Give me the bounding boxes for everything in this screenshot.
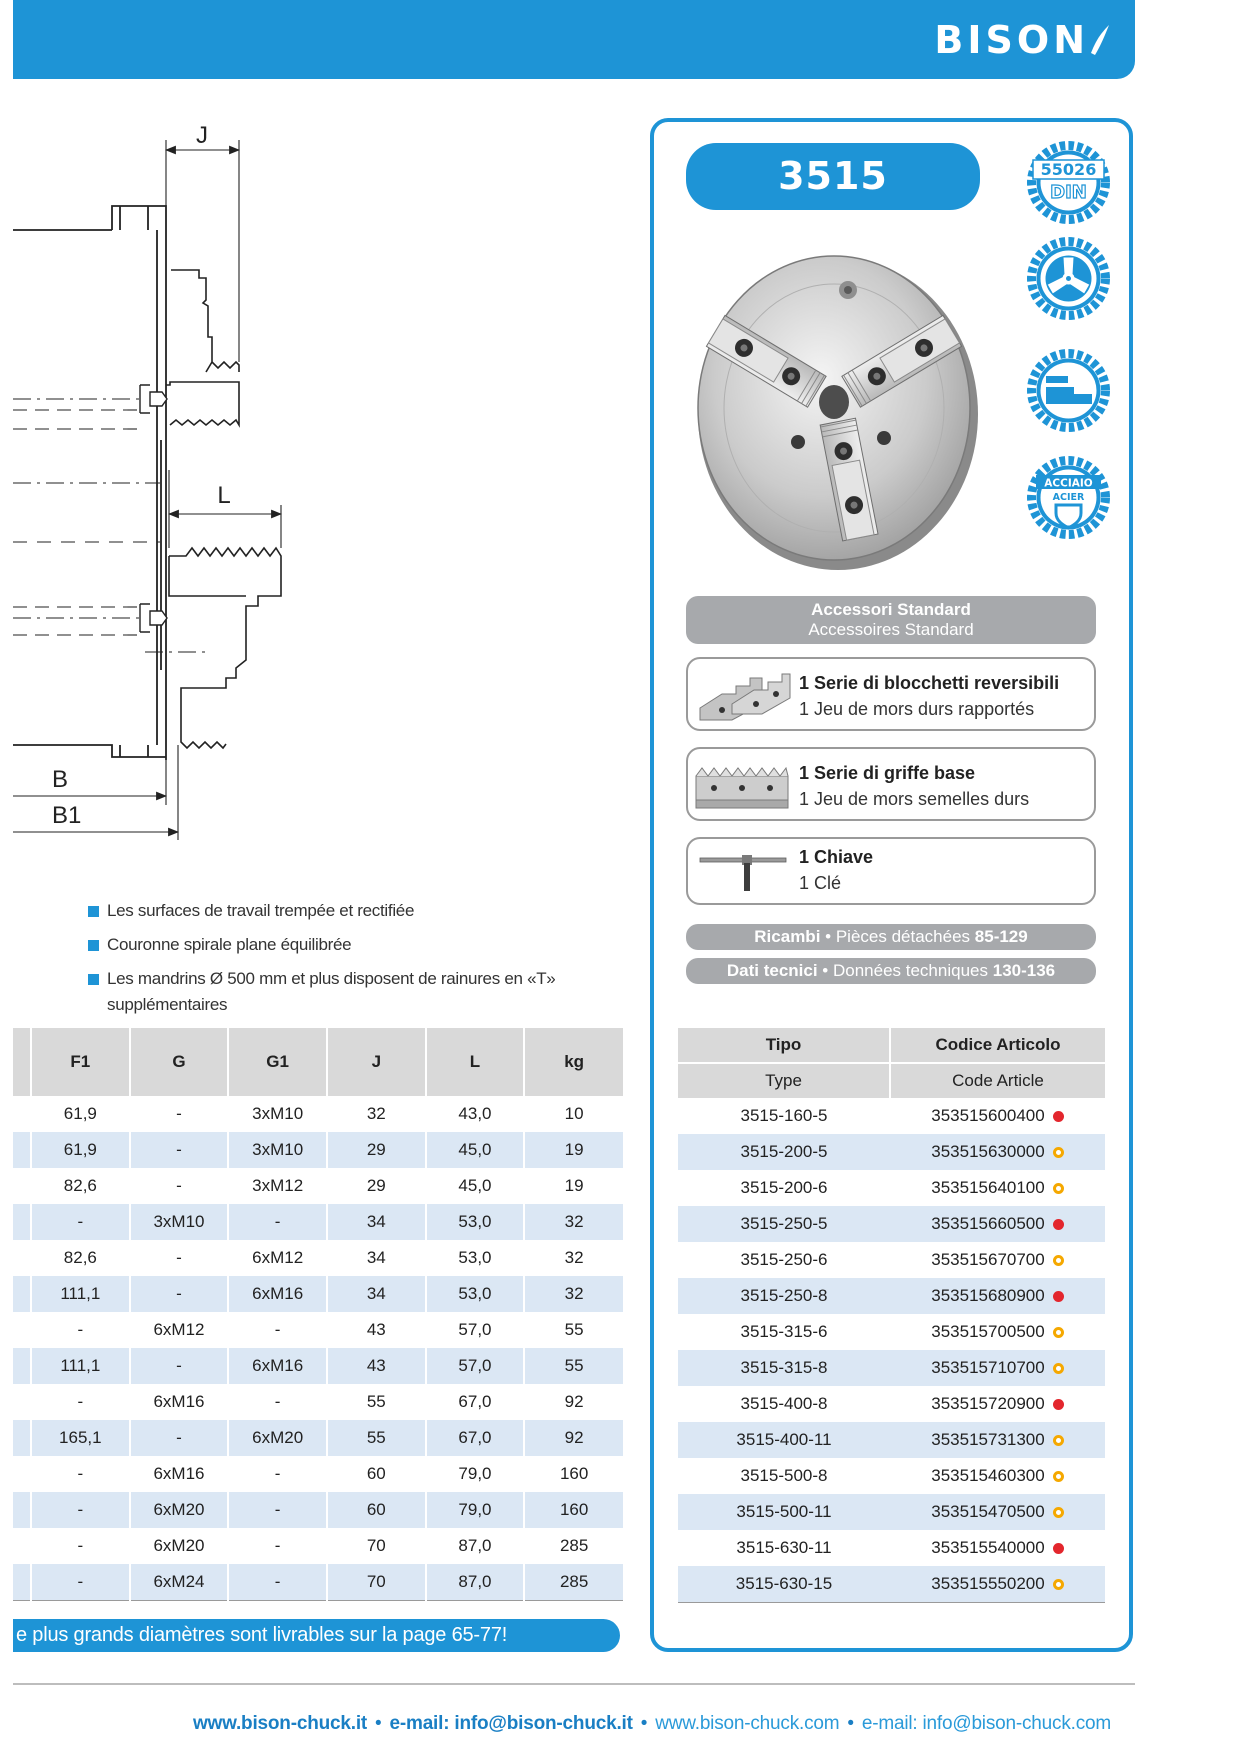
email-link-com[interactable]: e-mail: info@bison-chuck.com [861, 1713, 1111, 1734]
accessory-text [799, 760, 1029, 812]
dimension-b [13, 760, 166, 805]
truncated-column-cell [13, 1096, 31, 1132]
cell-kg: 285 [524, 1528, 623, 1564]
code-with-marker [931, 1574, 1063, 1594]
article-code: 353515640100 [931, 1178, 1045, 1197]
steel-material-badge-icon [1026, 455, 1111, 540]
cell-j: 29 [327, 1132, 426, 1168]
cell-g: 6xM24 [130, 1564, 229, 1601]
larger-diameters-banner: e plus grands diamètres sont livrables sur la page 65-77! [13, 1619, 620, 1652]
column-header-l: L [426, 1028, 525, 1096]
feature-text: Les mandrins Ø 500 mm et plus disposent de rainures en «T» supplémentaires [107, 969, 556, 1014]
order-row [678, 1458, 1105, 1494]
email-link-it[interactable]: e-mail: info@bison-chuck.it [389, 1713, 633, 1734]
code-with-marker [931, 1394, 1063, 1414]
code-with-marker [931, 1502, 1063, 1522]
cell-kg: 92 [524, 1384, 623, 1420]
cell-g1: - [228, 1492, 327, 1528]
accessories-title-it: Accessori Standard [811, 600, 971, 619]
availability-orange-ring-icon [1053, 1507, 1064, 1518]
cell-g: - [130, 1096, 229, 1132]
cell-kg: 32 [524, 1276, 623, 1312]
cell-g: 6xM20 [130, 1528, 229, 1564]
cell-code [890, 1242, 1105, 1278]
dimension-row [13, 1564, 623, 1601]
cell-l: 57,0 [426, 1312, 525, 1348]
cell-l: 43,0 [426, 1096, 525, 1132]
reference-pages: 85-129 [974, 927, 1028, 946]
article-code: 353515720900 [931, 1394, 1045, 1413]
code-with-marker [931, 1430, 1063, 1450]
bullet-square-icon [88, 974, 99, 985]
order-row [678, 1206, 1105, 1242]
availability-orange-ring-icon [1053, 1183, 1064, 1194]
cell-code [890, 1278, 1105, 1314]
cell-l: 53,0 [426, 1204, 525, 1240]
availability-red-dot-icon [1053, 1399, 1064, 1410]
base-jaws-image [692, 754, 792, 814]
availability-orange-ring-icon [1053, 1327, 1064, 1338]
dimension-b1 [13, 745, 178, 840]
order-row [678, 1242, 1105, 1278]
cell-g1: - [228, 1384, 327, 1420]
article-code: 353515460300 [931, 1466, 1045, 1485]
cell-code [890, 1170, 1105, 1206]
truncated-column-cell [13, 1528, 31, 1564]
spare-parts-reference[interactable] [686, 924, 1096, 950]
truncated-column-cell [13, 1240, 31, 1276]
model-number: 3515 [686, 143, 980, 210]
cell-l: 53,0 [426, 1276, 525, 1312]
cell-j: 34 [327, 1204, 426, 1240]
article-code: 353515550200 [931, 1574, 1045, 1593]
website-link-it[interactable]: www.bison-chuck.it [192, 1713, 368, 1734]
order-row [678, 1530, 1105, 1566]
cell-l: 67,0 [426, 1384, 525, 1420]
dimension-j-label: J [196, 122, 208, 149]
din-number: 55026 [1040, 160, 1097, 179]
article-code: 353515540000 [931, 1538, 1045, 1557]
cell-kg: 32 [524, 1240, 623, 1276]
cell-g1: 6xM16 [228, 1348, 327, 1384]
cell-l: 87,0 [426, 1564, 525, 1601]
cell-f1: 82,6 [31, 1168, 130, 1204]
standard-accessories-header [686, 596, 1096, 644]
order-row [678, 1494, 1105, 1530]
cell-g1: 6xM12 [228, 1240, 327, 1276]
cell-g: - [130, 1276, 229, 1312]
cell-kg: 160 [524, 1492, 623, 1528]
jaw-profile-badge-icon [1026, 348, 1111, 433]
cell-f1: 82,6 [31, 1240, 130, 1276]
cell-l: 45,0 [426, 1168, 525, 1204]
cell-l: 87,0 [426, 1528, 525, 1564]
cell-code [890, 1098, 1105, 1134]
cell-g1: 3xM12 [228, 1168, 327, 1204]
cell-f1: 111,1 [31, 1348, 130, 1384]
cell-code [890, 1458, 1105, 1494]
bison-logo [934, 18, 1111, 62]
truncated-column-cell [13, 1276, 31, 1312]
cell-j: 29 [327, 1168, 426, 1204]
cell-l: 45,0 [426, 1132, 525, 1168]
dimension-row [13, 1456, 623, 1492]
column-header-code-it: Codice Articolo [890, 1028, 1105, 1063]
cell-l: 57,0 [426, 1348, 525, 1384]
reference-label-fr: Données techniques [832, 961, 988, 980]
order-row [678, 1098, 1105, 1134]
truncated-column-cell [13, 1492, 31, 1528]
cell-l: 53,0 [426, 1240, 525, 1276]
accessory-item [686, 837, 1096, 905]
accessory-item [686, 657, 1096, 731]
availability-red-dot-icon [1053, 1219, 1064, 1230]
order-row [678, 1422, 1105, 1458]
chuck-face-badge-icon [1026, 236, 1111, 321]
column-header-g1: G1 [228, 1028, 327, 1096]
accessory-label-fr: 1 Jeu de mors durs rapportés [799, 699, 1035, 719]
website-link-com[interactable]: www.bison-chuck.com [655, 1713, 840, 1734]
cell-code [890, 1530, 1105, 1566]
cell-g: 6xM16 [130, 1456, 229, 1492]
order-row [678, 1314, 1105, 1350]
code-with-marker [931, 1106, 1063, 1126]
code-with-marker [931, 1250, 1063, 1270]
cell-j: 70 [327, 1528, 426, 1564]
steel-label-fr: ACIER [1052, 492, 1085, 503]
availability-orange-ring-icon [1053, 1363, 1064, 1374]
dimension-row [13, 1276, 623, 1312]
accessories-title-fr: Accessoires Standard [808, 620, 974, 639]
truncated-column-cell [13, 1564, 31, 1601]
dimension-row [13, 1492, 623, 1528]
dimension-row [13, 1384, 623, 1420]
accessory-label-it: 1 Serie di blocchetti reversibili [799, 673, 1060, 693]
cell-kg: 285 [524, 1564, 623, 1601]
column-header-type-fr: Type [678, 1063, 890, 1098]
dimension-row [13, 1096, 623, 1132]
article-code: 353515470500 [931, 1502, 1045, 1521]
order-codes-table [678, 1028, 1105, 1603]
cell-j: 34 [327, 1276, 426, 1312]
dimension-row [13, 1168, 623, 1204]
cell-l: 67,0 [426, 1420, 525, 1456]
availability-orange-ring-icon [1053, 1147, 1064, 1158]
cell-g: 6xM20 [130, 1492, 229, 1528]
cell-g: 3xM10 [130, 1204, 229, 1240]
cell-code [890, 1386, 1105, 1422]
cell-j: 70 [327, 1564, 426, 1601]
article-code: 353515700500 [931, 1322, 1045, 1341]
upper-jaw-outline [166, 270, 239, 425]
accessory-item [686, 747, 1096, 821]
column-header-g: G [130, 1028, 229, 1096]
cell-j: 60 [327, 1492, 426, 1528]
availability-orange-ring-icon [1053, 1255, 1064, 1266]
cell-l: 79,0 [426, 1492, 525, 1528]
din-standard: DIN [1050, 182, 1087, 203]
dimension-row [13, 1528, 623, 1564]
bullet-square-icon [88, 906, 99, 917]
cell-g1: 6xM20 [228, 1420, 327, 1456]
feature-item [88, 932, 608, 958]
truncated-column-cell [13, 1456, 31, 1492]
cell-g1: - [228, 1528, 327, 1564]
cell-f1: - [31, 1456, 130, 1492]
cell-j: 32 [327, 1096, 426, 1132]
cell-l: 79,0 [426, 1456, 525, 1492]
article-code: 353515731300 [931, 1430, 1045, 1449]
feature-text: Couronne spirale plane équilibrée [107, 935, 352, 954]
cell-type: 3515-400-11 [678, 1422, 890, 1458]
feature-item [88, 898, 608, 924]
cell-g: - [130, 1240, 229, 1276]
article-code: 353515680900 [931, 1286, 1045, 1305]
cell-g1: - [228, 1564, 327, 1601]
cell-type: 3515-630-15 [678, 1566, 890, 1603]
cell-type: 3515-500-8 [740, 1466, 828, 1485]
reversible-jaws-image [692, 664, 792, 724]
cell-f1: 111,1 [31, 1276, 130, 1312]
dimension-b-label: B [52, 766, 69, 793]
cell-kg: 10 [524, 1096, 623, 1132]
truncated-column-cell [13, 1132, 31, 1168]
lower-screw [140, 604, 167, 632]
cell-g1: - [228, 1456, 327, 1492]
availability-red-dot-icon [1053, 1111, 1064, 1122]
availability-orange-ring-icon [1053, 1435, 1064, 1446]
dimensions-header-row [13, 1028, 623, 1096]
article-code: 353515670700 [931, 1250, 1045, 1269]
code-with-marker [931, 1358, 1063, 1378]
steel-label-it: ACCIAIO [1044, 477, 1093, 490]
cell-type: 3515-500-11 [678, 1494, 890, 1530]
dimension-row [13, 1132, 623, 1168]
product-panel [650, 118, 1133, 1652]
accessory-text [799, 844, 873, 896]
order-row [678, 1170, 1105, 1206]
reference-label-fr: Pièces détachées [835, 927, 971, 946]
cell-type: 3515-250-5 [678, 1206, 890, 1242]
reference-label-it: Dati tecnici [726, 961, 818, 980]
dimension-row [13, 1348, 623, 1384]
chuck-key-image [692, 841, 792, 901]
footer-divider [13, 1683, 1135, 1685]
accessory-label-it: 1 Chiave [799, 847, 874, 867]
cell-type: 3515-315-8 [678, 1350, 890, 1386]
reference-separator: • [822, 961, 829, 980]
cell-type: 3515-630-11 [736, 1538, 832, 1557]
cell-type: 3515-200-6 [740, 1178, 828, 1197]
cell-f1: - [31, 1528, 130, 1564]
logo-text: BISON [934, 18, 1089, 62]
cell-g: 6xM16 [130, 1384, 229, 1420]
dimension-row [13, 1240, 623, 1276]
technical-data-reference[interactable] [686, 958, 1096, 984]
cell-g: 6xM12 [130, 1312, 229, 1348]
cell-type: 3515-250-8 [678, 1278, 890, 1314]
cell-g: - [130, 1420, 229, 1456]
truncated-column-cell [13, 1384, 31, 1420]
cell-code [890, 1566, 1105, 1603]
cell-j: 43 [327, 1348, 426, 1384]
cell-kg: 19 [524, 1168, 623, 1204]
cell-kg: 55 [524, 1312, 623, 1348]
cell-g1: 6xM16 [228, 1276, 327, 1312]
footer-separator: • [640, 1713, 648, 1734]
cell-g1: - [228, 1204, 327, 1240]
feature-item [88, 966, 608, 1018]
accessory-label-fr: 1 Jeu de mors semelles durs [799, 789, 1030, 809]
cell-j: 60 [327, 1456, 426, 1492]
cell-type: 3515-160-5 [740, 1106, 828, 1125]
cell-type: 3515-315-6 [740, 1322, 828, 1341]
dimension-row [13, 1204, 623, 1240]
column-header-j: J [327, 1028, 426, 1096]
cell-g1: - [228, 1312, 327, 1348]
order-header-row-it [678, 1028, 1105, 1063]
cell-type: 3515-200-5 [678, 1134, 890, 1170]
cell-f1: - [31, 1384, 130, 1420]
cell-f1: - [31, 1312, 130, 1348]
cell-g: - [130, 1132, 229, 1168]
cell-code [890, 1350, 1105, 1386]
top-brand-bar [13, 0, 1135, 79]
lower-jaw-outline [169, 548, 281, 748]
cell-g: - [130, 1348, 229, 1384]
order-row [678, 1386, 1105, 1422]
cell-type: 3515-400-8 [740, 1394, 828, 1413]
cell-f1: 61,9 [31, 1096, 130, 1132]
code-with-marker [931, 1178, 1063, 1198]
dimensions-table [13, 1028, 623, 1601]
footer-contacts [193, 1711, 1111, 1737]
technical-drawing [0, 110, 300, 860]
cell-g1: 3xM10 [228, 1132, 327, 1168]
cell-type: 3515-250-6 [740, 1250, 828, 1269]
code-with-marker [931, 1142, 1063, 1162]
reference-separator: • [825, 927, 832, 946]
truncated-column-cell [13, 1168, 31, 1204]
cell-kg: 160 [524, 1456, 623, 1492]
truncated-column-cell [13, 1348, 31, 1384]
cell-f1: - [31, 1204, 130, 1240]
truncated-column-cell [13, 1204, 31, 1240]
cell-f1: - [31, 1492, 130, 1528]
order-row [678, 1566, 1105, 1603]
code-with-marker [931, 1214, 1063, 1234]
order-header-row-fr [678, 1063, 1105, 1098]
dimension-row [13, 1420, 623, 1456]
cell-code [890, 1314, 1105, 1350]
feature-list [88, 898, 608, 1026]
logo-swoosh-icon [1089, 23, 1111, 57]
dimension-l-label: L [217, 482, 231, 509]
code-with-marker [931, 1466, 1063, 1486]
cell-code [890, 1494, 1105, 1530]
cell-code [890, 1134, 1105, 1170]
cell-kg: 19 [524, 1132, 623, 1168]
cell-j: 55 [327, 1384, 426, 1420]
reference-pages: 130-136 [992, 961, 1056, 980]
dimension-j [166, 140, 239, 362]
cell-f1: - [31, 1564, 130, 1601]
accessory-text [799, 670, 1059, 722]
article-code: 353515710700 [931, 1358, 1045, 1377]
cell-j: 34 [327, 1240, 426, 1276]
article-code: 353515600400 [931, 1106, 1045, 1125]
reference-label-it: Ricambi [754, 927, 821, 946]
truncated-column-cell [13, 1312, 31, 1348]
order-row [678, 1350, 1105, 1386]
cell-g: - [130, 1168, 229, 1204]
cell-code [890, 1206, 1105, 1242]
din-55026-badge-icon [1026, 140, 1111, 225]
order-row [678, 1134, 1105, 1170]
accessory-label-it: 1 Serie di griffe base [799, 763, 976, 783]
truncated-column-cell [13, 1420, 31, 1456]
product-photo [688, 242, 980, 573]
cell-kg: 55 [524, 1348, 623, 1384]
availability-red-dot-icon [1053, 1543, 1064, 1554]
availability-red-dot-icon [1053, 1291, 1064, 1302]
code-with-marker [931, 1286, 1063, 1306]
article-code: 353515660500 [931, 1214, 1045, 1233]
feature-text: Les surfaces de travail trempée et rectifiée [107, 901, 415, 920]
code-with-marker [931, 1322, 1063, 1342]
cell-f1: 61,9 [31, 1132, 130, 1168]
cell-code [890, 1422, 1105, 1458]
dimension-row [13, 1312, 623, 1348]
cell-j: 43 [327, 1312, 426, 1348]
accessory-label-fr: 1 Clé [799, 873, 842, 893]
column-header-type-it: Tipo [678, 1028, 890, 1063]
dimension-b1-label: B1 [52, 802, 82, 829]
availability-orange-ring-icon [1053, 1579, 1064, 1590]
code-with-marker [931, 1538, 1063, 1558]
truncated-column-header [13, 1028, 31, 1096]
bullet-square-icon [88, 940, 99, 951]
center-lines [13, 399, 205, 652]
availability-orange-ring-icon [1053, 1471, 1064, 1482]
footer-separator: • [847, 1713, 854, 1734]
footer-separator: • [375, 1713, 382, 1734]
cell-f1: 165,1 [31, 1420, 130, 1456]
order-row [678, 1278, 1105, 1314]
column-header-code-fr: Code Article [890, 1063, 1105, 1098]
column-header-kg: kg [524, 1028, 623, 1096]
article-code: 353515630000 [931, 1142, 1045, 1161]
cell-j: 55 [327, 1420, 426, 1456]
column-header-f1: F1 [31, 1028, 130, 1096]
upper-screw [140, 385, 167, 413]
cell-kg: 32 [524, 1204, 623, 1240]
cell-g1: 3xM10 [228, 1096, 327, 1132]
cell-kg: 92 [524, 1420, 623, 1456]
